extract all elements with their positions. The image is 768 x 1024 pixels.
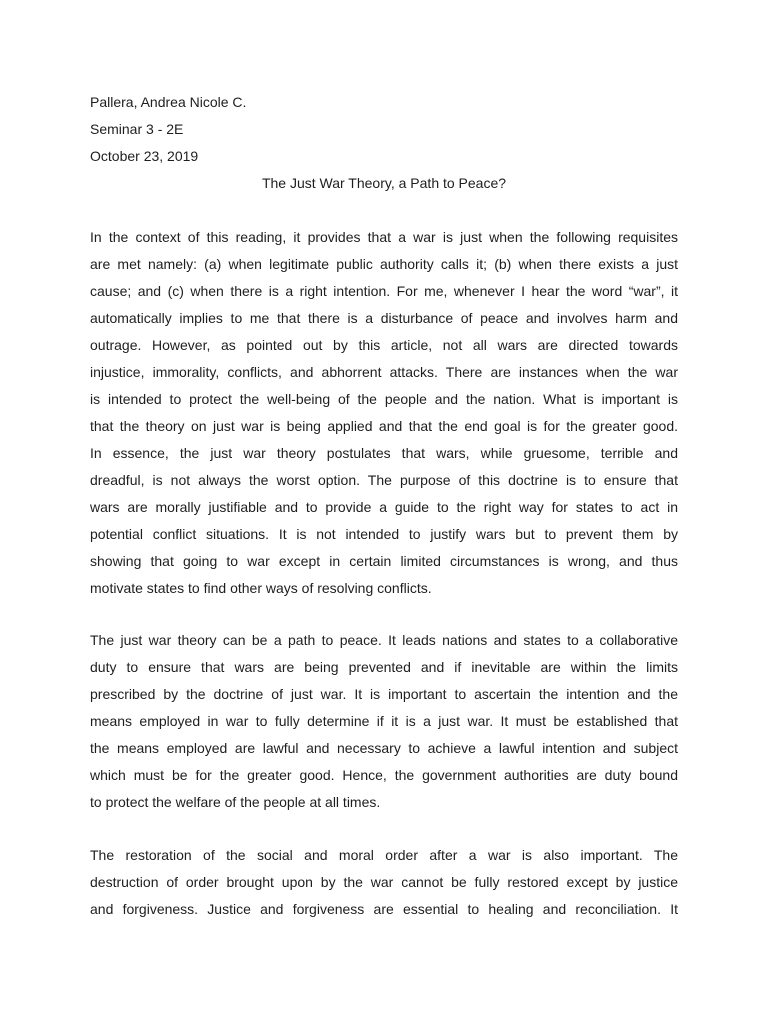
paragraph-line: to protect the welfare of the people at all times. bbox=[90, 794, 381, 810]
paragraph-line: The restoration of the social and moral order after a war is also important. The bbox=[90, 847, 678, 863]
paragraph-line: and forgiveness. Justice and forgiveness are essential to healing and reconciliation. It bbox=[90, 901, 678, 917]
paragraph-line: prescribed by the doctrine of just war. It is important to ascertain the intention and the bbox=[90, 686, 678, 702]
paragraph-line: is intended to protect the well-being of the people and the nation. What is important is bbox=[90, 391, 678, 407]
paragraph-line: motivate states to find other ways of resolving conflicts. bbox=[90, 580, 432, 596]
author-name: Pallera, Andrea Nicole C. bbox=[90, 94, 247, 110]
paragraph-2 bbox=[90, 632, 678, 821]
document-date: October 23, 2019 bbox=[90, 148, 199, 164]
paragraph-line: wars are morally justifiable and to provide a guide to the right way for states to act in bbox=[90, 499, 678, 515]
paragraph-line: injustice, immorality, conflicts, and abhorrent attacks. There are instances when the war bbox=[90, 364, 678, 380]
paragraph-line: automatically implies to me that there is a disturbance of peace and involves harm and bbox=[90, 310, 678, 326]
paragraph-line: In the context of this reading, it provides that a war is just when the following requisites bbox=[90, 229, 678, 245]
paragraph-line: that the theory on just war is being applied and that the end goal is for the greater good. bbox=[90, 418, 678, 434]
paragraph-line: the means employed are lawful and necessary to achieve a lawful intention and subject bbox=[90, 740, 678, 756]
paragraph-line: means employed in war to fully determine if it is a just war. It must be established that bbox=[90, 713, 678, 729]
paragraph-line: outrage. However, as pointed out by this article, not all wars are directed towards bbox=[90, 337, 678, 353]
essay-title: The Just War Theory, a Path to Peace? bbox=[261, 175, 507, 191]
paragraph-line: which must be for the greater good. Hence, the government authorities are duty bound bbox=[90, 767, 678, 783]
paragraph-line: dreadful, is not always the worst option. The purpose of this doctrine is to ensure that bbox=[90, 472, 678, 488]
paragraph-3 bbox=[90, 847, 678, 928]
paragraph-line: showing that going to war except in certain limited circumstances is wrong, and thus bbox=[90, 553, 678, 569]
paragraph-line: are met namely: (a) when legitimate public authority calls it; (b) when there exists a just bbox=[90, 256, 678, 272]
paragraph-line: potential conflict situations. It is not intended to justify wars but to prevent them by bbox=[90, 526, 678, 542]
paragraph-line: duty to ensure that wars are being prevented and if inevitable are within the limits bbox=[90, 659, 678, 675]
course-section: Seminar 3 - 2E bbox=[90, 121, 184, 137]
paragraph-line: The just war theory can be a path to peace. It leads nations and states to a collaborative bbox=[90, 632, 678, 648]
paragraph-line: In essence, the just war theory postulates that wars, while gruesome, terrible and bbox=[90, 445, 678, 461]
paragraph-line: destruction of order brought upon by the war cannot be fully restored except by justice bbox=[90, 874, 678, 890]
paragraph-1 bbox=[90, 229, 678, 607]
paragraph-line: cause; and (c) when there is a right intention. For me, whenever I hear the word “war”, it bbox=[90, 283, 678, 299]
